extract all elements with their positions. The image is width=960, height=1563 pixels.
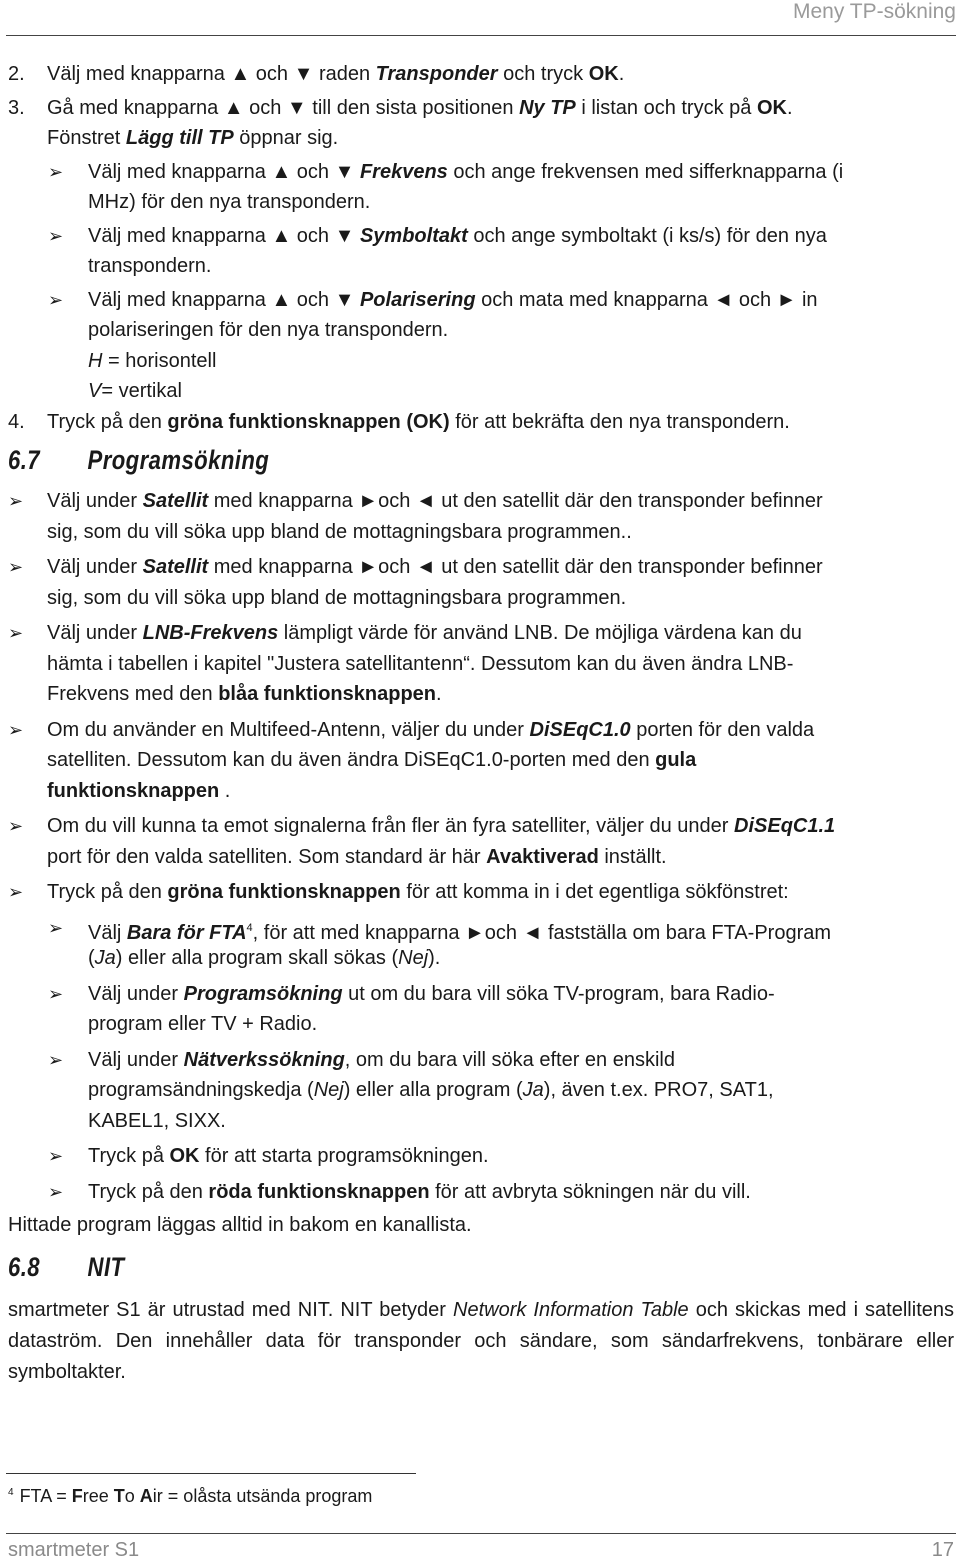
- footnote-reference: 4: [246, 921, 253, 934]
- bullet-satellit-1: ➢ Välj under Satellit med knapparna ►och ◄ ut den satellit där den transponder befinner: [8, 486, 954, 517]
- footnote: $^4$ FTA = Free To Air = olåsta utsända program: [8, 1486, 373, 1506]
- bullet-satellit-2: ➢ Välj under Satellit med knapparna ►och ◄ ut den satellit där den transponder befinner: [8, 552, 954, 583]
- bullet-arrow-icon: ➢: [8, 719, 24, 740]
- bullet-polarisering: ➢ Välj med knapparna ▲ och ▼ Polarisering och mata med knapparna ◄ och ► in: [8, 285, 954, 316]
- bullet-grona-knappen: ➢ Tryck på den gröna funktionsknappen för att komma in i det egentliga sökfönstret:: [8, 877, 954, 908]
- section-number: 6.7: [8, 445, 41, 475]
- subbullet-ok-start: ➢ Tryck på OK för att starta programsökningen.: [8, 1141, 954, 1172]
- bullet-arrow-icon: ➢: [8, 557, 24, 577]
- page-number: 17: [931, 1539, 954, 1561]
- step-3: 3. Gå med knapparna ▲ och ▼ till den sista positionen Ny TP i listan och tryck på OK.: [8, 93, 954, 124]
- section-heading-6-8: [8, 1244, 784, 1290]
- bullet-diseqc10: ➢ Om du använder en Multifeed-Antenn, väljer du under DiSEqC1.0 porten för den valda: [8, 715, 954, 746]
- section-heading-6-7: [8, 437, 784, 483]
- bullet-arrow-icon: ➢: [48, 1049, 64, 1070]
- bullet-arrow-icon: ➢: [8, 816, 24, 836]
- bullet-arrow-icon: ➢: [8, 623, 24, 643]
- page-header-title: Meny TP-sökning: [792, 0, 956, 23]
- step-3-continued: Fönstret Lägg till TP öppnar sig.: [47, 127, 339, 149]
- subbullet-roda-knappen: ➢ Tryck på den röda funktionsknappen för att avbryta sökningen när du vill.: [8, 1177, 954, 1208]
- subbullet-natverkssokning: ➢ Välj under Nätverkssökning, om du bara vill söka efter en enskild: [8, 1045, 954, 1076]
- paragraph-hittade-program: Hittade program läggas alltid in bakom en kanallista.: [8, 1214, 472, 1236]
- bullet-arrow-icon: ➢: [48, 983, 64, 1004]
- bullet-frekvens: ➢ Välj med knapparna ▲ och ▼ Frekvens och ange frekvensen med sifferknapparna (i: [8, 157, 954, 188]
- section-number: 6.8: [8, 1251, 41, 1282]
- section-title: NIT: [87, 1251, 125, 1282]
- subbullet-bara-for-fta: ➢ Välj Bara för FTA$^4$, för att med knapparna ►och ◄ fastställa om bara FTA-Program: [8, 913, 954, 944]
- step-number: 3.: [8, 96, 25, 119]
- bullet-arrow-icon: ➢: [48, 289, 64, 310]
- paragraph-nit: smartmeter S1 är utrustad med NIT. NIT betyder Network Information Table och skickas med i satellitens dataström. Den innehåller data för transponder och sändare, som sändarfrekvens, tonbärare eller symboltakter.: [8, 1298, 954, 1383]
- polarization-vertical: V= vertikal: [88, 380, 182, 402]
- bullet-arrow-icon: ➢: [8, 491, 24, 511]
- bullet-arrow-icon: ➢: [48, 225, 64, 246]
- section-title: Programsökning: [87, 445, 270, 475]
- subbullet-programsokning: ➢ Välj under Programsökning ut om du bara vill söka TV-program, bara Radio-: [8, 979, 954, 1010]
- footer-product-name: smartmeter S1: [8, 1539, 140, 1561]
- bullet-diseqc11: ➢ Om du vill kunna ta emot signalerna från fler än fyra satelliter, väljer du under DiSEqC1.1: [8, 811, 954, 842]
- page-content: 2. Välj med knapparna ▲ och ▼ raden Transponder och tryck OK. 3. Gå med knapparna ▲ och ▼ till den sista positionen Ny TP i listan och tryck på OK. Fönstret Lägg till TP öppnar sig. ➢ Välj med knapparna ▲ och ▼ Frekvens och ange frekvensen med sifferknapparna (i MHz) för den nya transpondern. ➢ Välj med knapparna ▲ och ▼ Symboltakt och ange symboltakt (i ks/s) för den nya transpondern. ➢ Välj med knapparna ▲ och ▼ Polarisering och mata med knapparna ◄ och ► in polariseringen för den nya transpondern. H = horisontell V= vertikal 4. Tryck på den gröna funktionsknappen (OK) för att bekräfta den nya transpondern. 6.7 Programsökning ➢ Välj under Satellit med knapparna ►och ◄ ut den satellit där den transponder befinner sig, som du vill söka upp bland de mottagningsbara programmen.. ➢ Välj under Satellit med knapparna ►och ◄ ut den satellit där den transponder befinner sig, som du vill söka upp bland de mottagningsbara programmen. ➢ Välj under LNB-Frekvens lämpligt värde för använd LNB. De möjliga värdena kan du hämta i tabellen i kapitel "Justera satellitantenn“. Dessutom kan du även ändra LNB- Frekvens med den blåa funktionsknappen. ➢ Om du använder en Multifeed-Antenn, väljer du under DiSEqC1.0 porten för den valda satelliten. Dessutom kan du även ändra DiSEqC1.0-porten med den gula funktionsknappen . ➢ Om du vill kunna ta emot signalerna från fler än fyra satelliter, väljer du under DiSEqC1.1 port för den valda satelliten. Som standard är här Avaktiverad inställt. ➢ Tryck på den gröna funktionsknappen för att komma in i det egentliga sökfönstret: ➢ Välj Bara för FTA$^4$, för att med knapparna ►och ◄ fastställa om bara FTA-Program (Ja) eller alla program skall sökas (Nej). ➢ Välj under Programsökning ut om du bara vill söka TV-program, bara Radio- program eller TV + Radio. ➢ Välj under Nätverkssökning, om du bara vill söka efter en enskild programsändningskedja (Nej) eller alla program (Ja), även t.ex. PRO7, SAT1, KABEL1, SIXX. ➢ Tryck på OK för att starta programsökningen. ➢ Tryck på den röda funktionsknappen för att avbryta sökningen när du vill. Hittade program läggas alltid in bakom en kanallista. 6.8 NIT smartmeter S1 är utrustad med NIT. NIT betyder Network Information Table och skickas med i satellitens dataström. Den innehåller data för transponder och sändare, som sändarfrekvens, tonbärare eller symboltakter.: [8, 59, 954, 1388]
- footnote-divider: [6, 1473, 416, 1474]
- footer-divider: [6, 1533, 956, 1534]
- polarization-horizontal: H = horisontell: [88, 349, 217, 372]
- bullet-lnb-frekvens: ➢ Välj under LNB-Frekvens lämpligt värde för använd LNB. De möjliga värdena kan du: [8, 618, 954, 649]
- bullet-arrow-icon: ➢: [48, 161, 64, 182]
- bullet-arrow-icon: ➢: [48, 917, 64, 938]
- step-4: 4. Tryck på den gröna funktionsknappen (OK) för att bekräfta den nya transpondern.: [8, 407, 954, 438]
- header-divider: [6, 35, 956, 36]
- step-2: 2. Välj med knapparna ▲ och ▼ raden Transponder och tryck OK.: [8, 59, 954, 90]
- bullet-arrow-icon: ➢: [48, 1146, 64, 1166]
- bullet-symboltakt: ➢ Välj med knapparna ▲ och ▼ Symboltakt och ange symboltakt (i ks/s) för den nya: [8, 221, 954, 252]
- step-number: 2.: [8, 63, 25, 85]
- footnote-number: 4: [8, 1487, 14, 1498]
- bullet-arrow-icon: ➢: [8, 882, 24, 902]
- bullet-arrow-icon: ➢: [48, 1181, 64, 1202]
- step-number: 4.: [8, 410, 25, 433]
